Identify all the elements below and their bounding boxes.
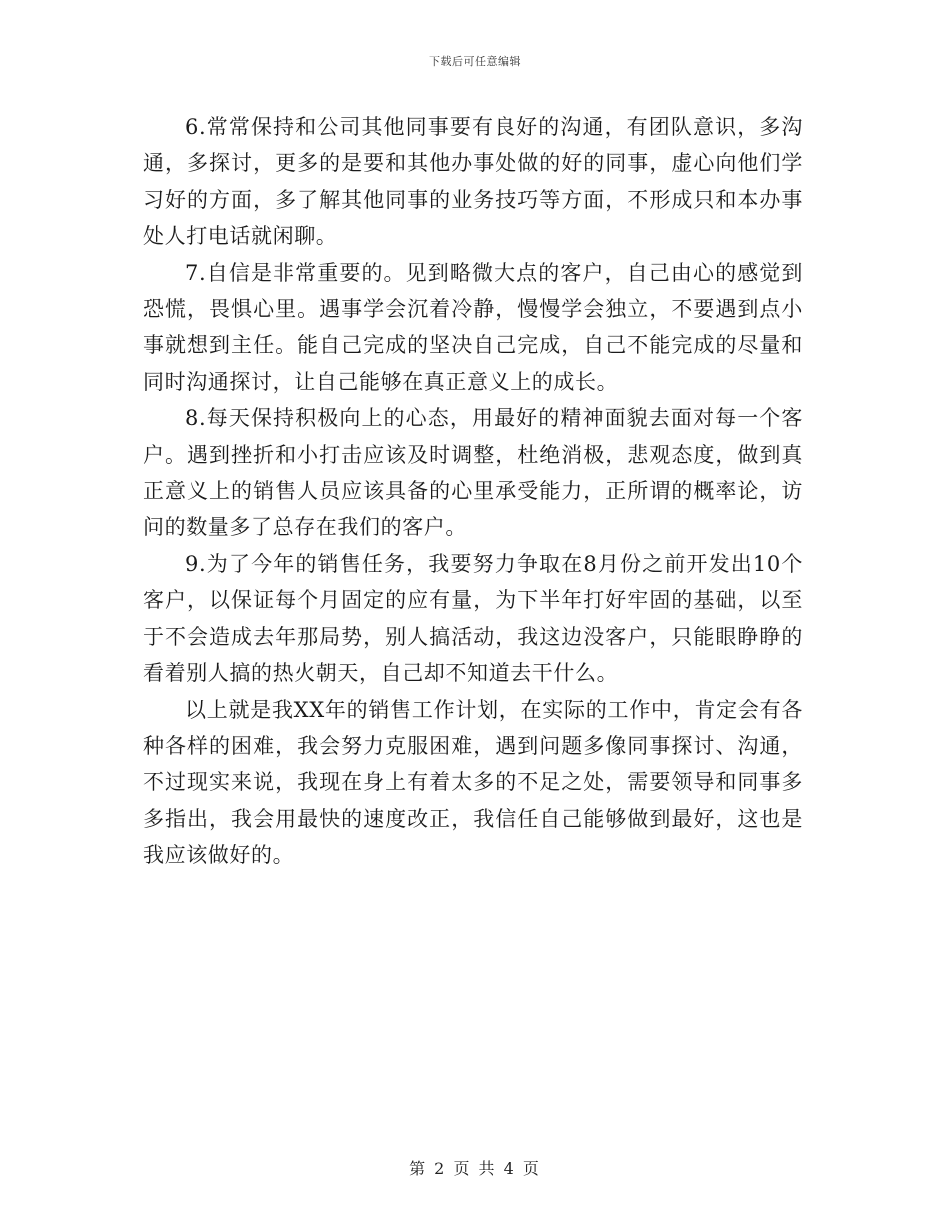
document-body [143, 109, 803, 874]
paragraph-item-8: 8.每天保持积极向上的心态，用最好的精神面貌去面对每一个客户。遇到挫折和小打击应该及时调整，杜绝消极，悲观态度，做到真正意义上的销售人员应该具备的心里承受能力，正所谓的概率论，访问的数量多了总存在我们的客户。 [143, 406, 803, 540]
paragraph-item-9: 9.为了今年的销售任务，我要努力争取在8月份之前开发出10个客户，以保证每个月固定的应有量，为下半年打好牢固的基础，以至于不会造成去年那局势，别人搞活动，我这边没客户，只能眼睁睁的看着别人搞的热火朝天，自己却不知道去干什么。 [143, 551, 803, 686]
page-header-note: 下载后可任意编辑 [429, 55, 521, 68]
paragraph-item-7: 7.自信是非常重要的。见到略微大点的客户，自己由心的感觉到恐慌，畏惧心里。遇事学会沉着冷静，慢慢学会独立，不要遇到点小事就想到主任。能自己完成的坚决自己完成，自己不能完成的尽量和同时沟通探讨，让自己能够在真正意义上的成长。 [143, 260, 803, 394]
paragraph-item-6: 6.常常保持和公司其他同事要有良好的沟通，有团队意识，多沟通，多探讨，更多的是要和其他办事处做的好的同事，虚心向他们学习好的方面，多了解其他同事的业务技巧等方面，不形成只和本办事处人打电话就闲聊。 [143, 115, 803, 249]
paragraph-conclusion: 以上就是我XX年的销售工作计划，在实际的工作中，肯定会有各种各样的困难，我会努力克服困难，遇到问题多像同事探讨、沟通，不过现实来说，我现在身上有着太多的不足之处，需要领导和同事多多指出，我会用最快的速度改正，我信任自己能够做到最好，这也是我应该做好的。 [143, 697, 803, 868]
page-number-footer: 第 2 页 共 4 页 [409, 1159, 541, 1178]
